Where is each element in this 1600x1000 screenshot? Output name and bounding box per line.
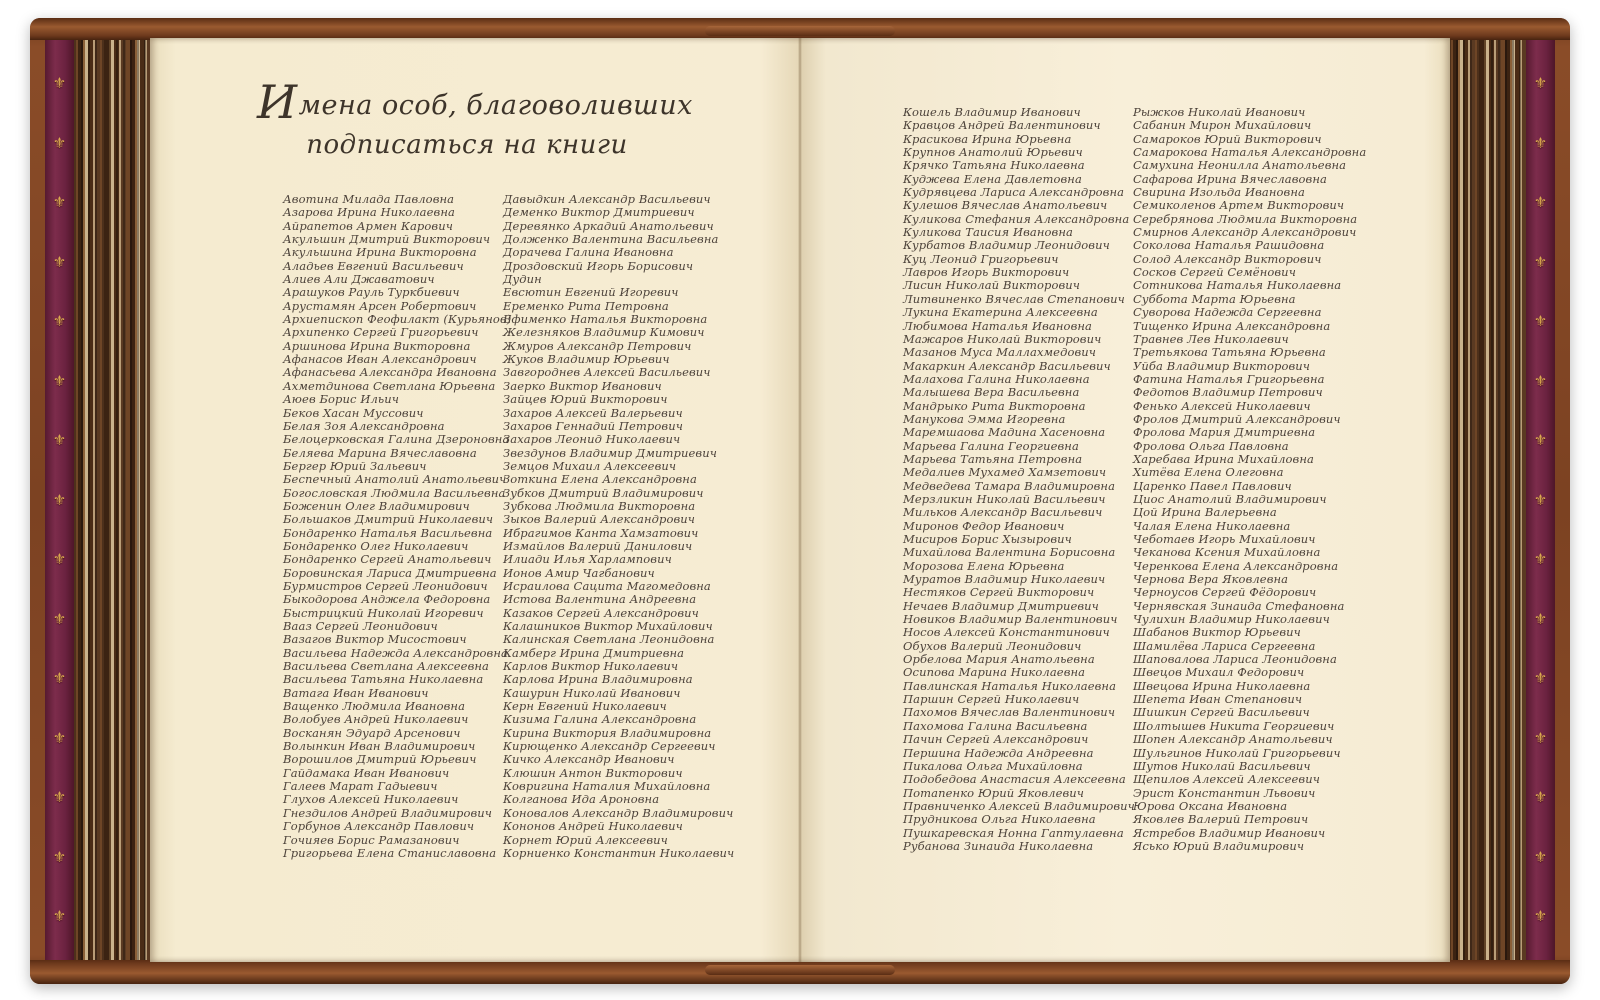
subscriber-name: Марьева Галина Георгиевна <box>903 438 1079 453</box>
subscriber-name: Фролова Ольга Павловна <box>1133 438 1289 453</box>
fleur-de-lis-icon: ⚜ <box>52 312 67 330</box>
page-edges-right <box>1449 40 1526 960</box>
fleur-de-lis-icon: ⚜ <box>1533 788 1548 806</box>
fleur-de-lis-icon: ⚜ <box>52 788 67 806</box>
subscriber-name: Васильева Надежда Александровна <box>283 645 508 660</box>
subscriber-name: Морозова Елена Юрьевна <box>903 558 1065 573</box>
subscriber-name: Чалая Елена Николаевна <box>1133 518 1291 533</box>
subscriber-name: Нечаев Владимир Дмитриевич <box>903 598 1099 613</box>
spine-ridge-top <box>705 26 895 36</box>
fleur-de-lis-icon: ⚜ <box>1533 609 1548 628</box>
subscriber-name: Аюев Борис Ильич <box>283 392 399 407</box>
subscriber-name: Шабанов Виктор Юрьевич <box>1133 625 1301 640</box>
subscriber-name: Дорачева Галина Ивановна <box>503 245 674 260</box>
subscriber-name: Михайлова Валентина Борисовна <box>903 545 1116 560</box>
subscriber-name: Самухина Неонилла Анатольевна <box>1133 158 1347 173</box>
subscriber-name: Пикалова Ольга Михайловна <box>903 758 1083 773</box>
subscriber-name: Сафарова Ирина Вячеславовна <box>1133 171 1327 186</box>
subscriber-name: Тищенко Ирина Александровна <box>1133 318 1331 333</box>
subscriber-name: Дудин <box>503 272 542 287</box>
subscriber-name: Суворова Надежда Сергеевна <box>1133 305 1322 320</box>
subscriber-name: Фролова Мария Дмитриевна <box>1133 425 1316 440</box>
fleur-de-lis-icon: ⚜ <box>52 252 67 271</box>
subscriber-name: Чеботаев Игорь Михайлович <box>1133 532 1316 546</box>
subscriber-name: Бондаренко Олег Николаевич <box>283 538 469 553</box>
subscriber-name: Суббота Марта Юрьевна <box>1133 291 1296 306</box>
subscriber-name: Вааз Сергей Леонидович <box>283 619 438 633</box>
subscriber-name: Дроздовский Игорь Борисович <box>503 258 694 273</box>
fleur-de-lis-icon: ⚜ <box>52 847 67 866</box>
book-gutter <box>798 38 802 962</box>
subscriber-name: Сосков Сергей Семёнович <box>1133 265 1296 280</box>
subscriber-name: Мажаров Николай Викторович <box>903 331 1102 346</box>
subscriber-name: Мисиров Борис Хызырович <box>903 532 1072 546</box>
subscriber-name: Миронов Федор Иванович <box>903 518 1065 533</box>
spine-ridge-bottom <box>705 965 895 975</box>
subscriber-name: Казаков Сергей Александрович <box>503 605 699 620</box>
subscriber-name: Обухов Валерий Леонидович <box>903 638 1082 653</box>
fleur-de-lis-icon: ⚜ <box>1533 431 1548 449</box>
subscriber-name: Зубкова Людмила Викторовна <box>503 498 696 513</box>
subscriber-name: Корнет Юрий Алексеевич <box>503 832 668 847</box>
subscriber-name: Фенько Алексей Николаевич <box>1133 398 1311 413</box>
fleur-de-lis-icon: ⚜ <box>52 728 67 747</box>
subscriber-name: Лукина Екатерина Алексеевна <box>903 305 1098 320</box>
subscriber-name: Быстрицкий Николай Игоревич <box>283 605 484 620</box>
subscriber-name: Пахомова Галина Васильевна <box>903 718 1088 733</box>
subscriber-name: Большаков Дмитрий Николаевич <box>283 512 494 527</box>
subscriber-name: Истова Валентина Андреевна <box>503 592 697 607</box>
subscriber-name: Правниченко Алексей Владимирович <box>903 798 1135 813</box>
subscriber-name: Смирнов Александр Александрович <box>1133 225 1357 240</box>
subscriber-name: Марьева Татьяна Петровна <box>903 451 1083 466</box>
subscriber-name: Архипенко Сергей Григорьевич <box>283 325 479 340</box>
subscriber-name: Царенко Павел Павлович <box>1133 478 1292 493</box>
subscriber-name: Калинская Светлана Леонидовна <box>503 632 715 647</box>
subscriber-name: Самароков Юрий Викторович <box>1133 131 1322 146</box>
subscriber-name: Ватага Иван Иванович <box>283 685 429 700</box>
subscriber-name: Пахомов Вячеслав Валентинович <box>903 705 1116 720</box>
subscriber-name: Семиколенов Артем Викторович <box>1133 198 1345 213</box>
subscriber-name: Чулихин Владимир Николаевич <box>1133 612 1330 627</box>
fleur-de-lis-icon: ⚜ <box>1533 371 1548 390</box>
subscriber-name: Серебрянова Людмила Викторовна <box>1133 211 1358 226</box>
subscriber-name: Зоткина Елена Александровна <box>503 472 697 487</box>
subscriber-name: Арустамян Арсен Робертович <box>283 298 477 313</box>
subscriber-name: Осипова Марина Николаевна <box>903 665 1086 680</box>
fleur-de-lis-icon: ⚜ <box>1533 550 1548 568</box>
subscriber-name: Прудникова Ольга Николаевна <box>903 812 1096 827</box>
subscriber-name: Ясько Юрий Владимирович <box>1133 838 1305 853</box>
subscriber-name: Куджева Елена Давлетовна <box>903 171 1082 186</box>
subscriber-name: Акульшина Ирина Викторовна <box>283 245 477 260</box>
book-pages <box>150 38 1450 962</box>
subscriber-name: Богословская Людмила Васильевна <box>283 485 506 500</box>
subscriber-name: Горбунов Александр Павлович <box>283 819 475 834</box>
subscriber-name: Мерзликин Николай Васильевич <box>903 491 1106 506</box>
subscriber-name: Карлов Виктор Николаевич <box>503 659 679 674</box>
subscriber-name: Зыков Валерий Александрович <box>503 512 696 527</box>
fleur-de-lis-icon: ⚜ <box>52 490 67 509</box>
subscriber-name: Сабанин Мирон Михайлович <box>1133 118 1312 133</box>
subscriber-name: Новиков Владимир Валентинович <box>903 612 1118 627</box>
subscriber-name: Волобуев Андрей Николаевич <box>283 712 469 727</box>
subscriber-name: Керн Евгений Николаевич <box>503 699 667 714</box>
subscribers-column-3 <box>903 106 1135 853</box>
subscriber-name: Травнев Лев Николаевич <box>1133 331 1289 346</box>
subscriber-name: Деменко Виктор Дмитриевич <box>503 205 695 220</box>
fleur-de-lis-icon: ⚜ <box>1533 847 1548 866</box>
subscriber-name: Калашников Виктор Михайлович <box>503 619 713 633</box>
subscribers-column-1 <box>283 193 511 860</box>
subscriber-name: Куликова Таисия Ивановна <box>903 225 1073 240</box>
subscriber-name: Беляева Марина Вячеславовна <box>283 445 477 460</box>
subscriber-name: Черенкова Елена Александровна <box>1133 558 1339 573</box>
subscriber-name: Рыжков Николай Иванович <box>1133 105 1306 119</box>
subscriber-name: Муратов Владимир Николаевич <box>903 572 1106 587</box>
subscriber-name: Кошель Владимир Иванович <box>903 105 1081 119</box>
burgundy-spine-band-left <box>45 40 74 960</box>
fleur-de-lis-icon: ⚜ <box>52 371 67 390</box>
fleur-de-lis-icon: ⚜ <box>52 907 67 925</box>
subscriber-name: Жуков Владимир Юрьевич <box>503 352 670 367</box>
subscriber-name: Аладьев Евгений Васильевич <box>283 258 464 273</box>
subscriber-name: Носов Алексей Константинович <box>903 625 1110 640</box>
subscriber-name: Звездунов Владимир Дмитриевич <box>503 445 717 460</box>
subscriber-name: Белая Зоя Александровна <box>283 418 445 433</box>
subscriber-name: Пушкаревская Нонна Гаптулаевна <box>903 825 1124 840</box>
subscriber-name: Подобедова Анастасия Алексеевна <box>903 772 1126 787</box>
subscriber-name: Беспечный Анатолий Анатольевич <box>283 472 507 487</box>
fleur-de-lis-icon: ⚜ <box>1533 74 1548 92</box>
subscriber-name: Ахметдинова Светлана Юрьевна <box>283 378 496 393</box>
subscriber-name: Ващенко Людмила Ивановна <box>283 699 466 714</box>
subscriber-name: Ворошилов Дмитрий Юрьевич <box>283 752 477 767</box>
subscriber-name: Лавров Игорь Викторович <box>903 265 1070 280</box>
subscriber-name: Мильков Александр Васильевич <box>903 505 1103 520</box>
subscriber-name: Исраилова Сацита Магомедовна <box>503 578 711 593</box>
subscriber-name: Фатина Наталья Григорьевна <box>1133 371 1325 386</box>
fleur-de-lis-icon: ⚜ <box>1533 490 1548 509</box>
subscriber-name: Солод Александр Викторович <box>1133 251 1322 266</box>
subscriber-name: Уйба Владимир Викторович <box>1133 358 1311 373</box>
subscriber-name: Алиев Али Джаватович <box>283 272 435 287</box>
subscriber-name: Захаров Алексей Валерьевич <box>503 405 683 420</box>
subscriber-name: Бурмистров Сергей Леонидович <box>283 578 488 593</box>
fleur-de-lis-icon: ⚜ <box>1533 907 1548 925</box>
subscriber-name: Щепилов Алексей Алексеевич <box>1133 772 1320 787</box>
subscriber-name: Арашуков Рауль Туркбиевич <box>283 285 460 300</box>
subscriber-name: Юрова Оксана Ивановна <box>1133 798 1288 813</box>
subscriber-name: Кичко Александр Иванович <box>503 752 675 767</box>
subscriber-name: Волынкин Иван Владимирович <box>283 739 476 754</box>
subscriber-name: Беков Хасан Муссович <box>283 405 424 420</box>
subscriber-name: Сотникова Наталья Николаевна <box>1133 278 1342 293</box>
subscriber-name: Заерко Виктор Иванович <box>503 378 662 393</box>
subscriber-name: Кизима Галина Александровна <box>503 712 697 727</box>
subscriber-name: Васильева Татьяна Николаевна <box>283 672 484 687</box>
subscriber-name: Земцов Михаил Алексеевич <box>503 458 677 473</box>
subscriber-name: Чернявская Зинаида Стефановна <box>1133 598 1345 613</box>
subscriber-name: Лисин Николай Викторович <box>903 278 1081 293</box>
fleur-de-lis-icon: ⚜ <box>1533 133 1548 152</box>
subscriber-name: Боженин Олег Владимирович <box>283 498 470 513</box>
subscriber-name: Евсютин Евгений Игоревич <box>503 285 679 300</box>
subscriber-name: Курбатов Владимир Леонидович <box>903 238 1110 253</box>
subscriber-name: Циос Анатолий Владимирович <box>1133 491 1327 506</box>
subscriber-name: Боровинская Лариса Дмитриевна <box>283 565 497 580</box>
fleur-de-lis-icon: ⚜ <box>1533 312 1548 330</box>
subscriber-name: Шаповалова Лариса Леонидовна <box>1133 652 1337 667</box>
subscriber-name: Колганова Ида Ароновна <box>503 792 660 807</box>
subscriber-name: Федотов Владимир Петрович <box>1133 385 1323 400</box>
fleur-de-lis-icon: ⚜ <box>52 431 67 449</box>
subscriber-name: Коновалов Александр Владимирович <box>503 805 734 820</box>
subscriber-name: Захаров Геннадий Петрович <box>503 418 683 433</box>
subscriber-name: Першина Надежда Андреевна <box>903 745 1094 760</box>
subscriber-name: Еременко Рита Петровна <box>503 298 669 313</box>
subscriber-name: Зубков Дмитрий Владимирович <box>503 485 704 500</box>
subscriber-name: Литвиненко Вячеслав Степанович <box>903 291 1125 306</box>
subscriber-name: Азарова Ирина Николаевна <box>283 205 455 220</box>
subscriber-name: Третьякова Татьяна Юрьевна <box>1133 345 1326 360</box>
subscriber-name: Быкодорова Анджела Федоровна <box>283 592 491 607</box>
subscriber-name: Мазанов Муса Маллахмедович <box>903 345 1097 360</box>
subscriber-name: Цой Ирина Валерьевна <box>1133 505 1277 520</box>
subscriber-name: Белоцерковская Галина Дзероновна <box>283 432 510 447</box>
subscriber-name: Яковлев Валерий Петрович <box>1133 812 1309 827</box>
subscriber-name: Куц Леонид Григорьевич <box>903 251 1059 266</box>
subscriber-name: Харебава Ирина Михайловна <box>1133 451 1314 466</box>
subscriber-name: Чернова Вера Яковлевна <box>1133 572 1289 587</box>
subscriber-name: Глухов Алексей Николаевич <box>283 792 459 807</box>
subscriber-name: Медведева Тамара Владимировна <box>903 478 1116 493</box>
subscriber-name: Медалиев Мухамед Хамзетович <box>903 465 1107 480</box>
fleur-de-lis-icon: ⚜ <box>1533 669 1548 687</box>
subscriber-name: Васильева Светлана Алексеевна <box>283 659 489 674</box>
fleur-de-lis-icon: ⚜ <box>52 133 67 152</box>
subscriber-name: Куликова Стефания Александровна <box>903 211 1130 226</box>
subscriber-name: Шамилёва Лариса Сергеевна <box>1133 638 1316 653</box>
subscriber-name: Камберг Ирина Дмитриевна <box>503 645 685 660</box>
subscriber-name: Илиади Илья Харлампович <box>503 552 672 567</box>
subscriber-name: Черноусов Сергей Фёдорович <box>1133 585 1317 600</box>
subscriber-name: Хитёва Елена Олеговна <box>1133 465 1284 480</box>
subscriber-name: Кирина Виктория Владимировна <box>503 725 712 740</box>
page-edges-left <box>74 40 151 960</box>
subscriber-name: Аршинова Ирина Викторовна <box>283 338 471 353</box>
subscriber-name: Швецова Ирина Николаевна <box>1133 678 1311 693</box>
subscriber-name: Измайлов Валерий Данилович <box>503 538 693 553</box>
subscriber-name: Кашурин Николай Иванович <box>503 685 681 700</box>
subscriber-name: Шолтышев Никита Георгиевич <box>1133 718 1335 733</box>
subscriber-name: Кудрявцева Лариса Александровна <box>903 185 1125 200</box>
fleur-de-lis-icon: ⚜ <box>1533 193 1548 211</box>
subscriber-name: Шутов Николай Васильевич <box>1133 758 1311 773</box>
subscriber-name: Кравцов Андрей Валентинович <box>903 118 1101 133</box>
subscriber-name: Шепета Иван Степанович <box>1133 692 1303 707</box>
subscriber-name: Фролов Дмитрий Александрович <box>1133 411 1341 426</box>
subscriber-name: Архиепископ Феофилакт (Курьянов) <box>283 312 512 327</box>
subscriber-name: Гнездилов Андрей Владимирович <box>283 805 493 820</box>
subscriber-name: Григорьева Елена Станиславовна <box>283 845 497 860</box>
subscriber-name: Соколова Наталья Рашидовна <box>1133 238 1325 253</box>
fleur-de-lis-icon: ⚜ <box>52 550 67 568</box>
subscriber-name: Долженко Валентина Васильевна <box>503 232 719 247</box>
fleur-de-lis-icon: ⚜ <box>52 609 67 628</box>
subscriber-name: Швецов Михаил Федорович <box>1133 665 1305 680</box>
subscriber-name: Кулешов Вячеслав Анатольевич <box>903 198 1108 213</box>
subscriber-name: Вазагов Виктор Мисостович <box>283 632 467 647</box>
subscriber-name: Ковригина Наталия Михайловна <box>503 779 711 794</box>
subscriber-name: Рубанова Зинаида Николаевна <box>903 838 1094 853</box>
subscriber-name: Свирина Изольда Ивановна <box>1133 185 1305 200</box>
subscriber-name: Айрапетов Армен Карович <box>283 218 453 233</box>
subscriber-name: Бондаренко Наталья Васильевна <box>283 525 493 540</box>
fleur-de-lis-icon: ⚜ <box>1533 252 1548 271</box>
subscribers-column-2 <box>503 193 734 860</box>
subscriber-name: Давыдкин Александр Васильевич <box>503 192 711 206</box>
subscriber-name: Орбелова Мария Анатольевна <box>903 652 1095 667</box>
subscriber-name: Корниенко Константин Николаевич <box>503 845 735 860</box>
subscriber-name: Пачин Сергей Александрович <box>903 732 1089 747</box>
subscriber-name: Афанасьева Александра Ивановна <box>283 365 497 380</box>
subscriber-name: Афанасов Иван Александрович <box>283 352 477 367</box>
subscriber-name: Кононов Андрей Николаевич <box>503 819 683 834</box>
subscriber-name: Ионов Амир Чагбанович <box>503 565 655 580</box>
subscriber-name: Галеев Марат Гадыевич <box>283 779 438 794</box>
subscriber-name: Мандрыко Рита Викторовна <box>903 398 1086 413</box>
subscriber-name: Павлинская Наталья Николаевна <box>903 678 1117 693</box>
subscriber-name: Гайдамака Иван Иванович <box>283 765 450 780</box>
subscriber-name: Гочияев Борис Рамазанович <box>283 832 460 847</box>
subscriber-name: Карлова Ирина Владимировна <box>503 672 693 687</box>
subscriber-name: Ефименко Наталья Викторовна <box>503 312 708 327</box>
subscriber-name: Захаров Леонид Николаевич <box>503 432 681 447</box>
subscriber-name: Красикова Ирина Юрьевна <box>903 131 1072 146</box>
subscriber-name: Кирющенко Александр Сергеевич <box>503 739 716 754</box>
subscriber-name: Чеканова Ксения Михайловна <box>1133 545 1321 560</box>
subscriber-name: Крупнов Анатолий Юрьевич <box>903 145 1083 160</box>
subscriber-name: Бергер Юрий Зальевич <box>283 458 427 473</box>
subscriber-name: Малахова Галина Николаевна <box>903 371 1090 386</box>
subscriber-name: Ибрагимов Канта Хамзатович <box>503 525 699 540</box>
subscriber-name: Жмуров Александр Петрович <box>503 338 692 353</box>
subscriber-name: Паршин Сергей Николаевич <box>903 692 1080 707</box>
subscriber-name: Шульгинов Николай Григорьевич <box>1133 745 1341 760</box>
subscriber-name: Потапенко Юрий Яковлевич <box>903 785 1085 800</box>
subscriber-name: Нестяков Сергей Викторович <box>903 585 1095 600</box>
fleur-de-lis-icon: ⚜ <box>1533 728 1548 747</box>
fleur-de-lis-icon: ⚜ <box>52 193 67 211</box>
subscriber-name: Любимова Наталья Ивановна <box>903 318 1093 333</box>
subscriber-name: Железняков Владимир Кимович <box>503 325 705 340</box>
subscriber-name: Шишкин Сергей Васильевич <box>1133 705 1310 720</box>
subscriber-name: Эрист Константин Львович <box>1133 785 1316 800</box>
subscriber-name: Ястребов Владимир Иванович <box>1133 825 1326 840</box>
subscriber-name: Бондаренко Сергей Анатольевич <box>283 552 492 567</box>
subscriber-name: Деревянко Аркадий Анатольевич <box>503 218 714 233</box>
open-book <box>30 18 1570 984</box>
burgundy-spine-band-right <box>1526 40 1555 960</box>
subscribers-column-4 <box>1133 106 1366 853</box>
title-line-2: подписаться на книги <box>306 130 628 160</box>
page-title <box>257 75 693 160</box>
subscriber-name: Самарокова Наталья Александровна <box>1133 145 1367 160</box>
subscriber-name: Макаркин Александр Васильевич <box>903 358 1111 373</box>
fleur-de-lis-icon: ⚜ <box>52 669 67 687</box>
subscriber-name: Восканян Эдуард Арсенович <box>283 725 461 740</box>
subscriber-name: Акульшин Дмитрий Викторович <box>283 232 491 247</box>
fleur-de-lis-icon: ⚜ <box>52 74 67 92</box>
subscriber-name: Завгороднев Алексей Васильевич <box>503 365 711 380</box>
subscriber-name: Крячко Татьяна Николаевна <box>903 158 1085 173</box>
title-line1-text: мена особ, благоволивших <box>298 90 693 121</box>
subscriber-name: Малышева Вера Васильевна <box>903 385 1080 400</box>
title-line-1 <box>257 75 693 129</box>
subscriber-name: Шопен Александр Анатольевич <box>1133 732 1333 747</box>
title-initial-letter: И <box>257 75 298 129</box>
subscriber-name: Авотина Милада Павловна <box>283 192 455 206</box>
subscriber-name: Маремшаова Мадина Хасеновна <box>903 425 1106 440</box>
subscriber-name: Манукова Эмма Игоревна <box>903 411 1066 426</box>
subscriber-name: Зайцев Юрий Викторович <box>503 392 668 407</box>
subscriber-name: Клюшин Антон Викторович <box>503 765 683 780</box>
